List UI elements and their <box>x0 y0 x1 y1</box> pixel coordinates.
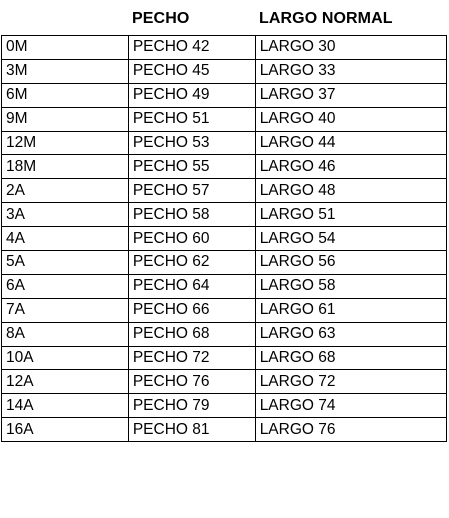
largo-cell: LARGO 76 <box>255 418 446 442</box>
pecho-cell: PECHO 66 <box>128 298 255 322</box>
largo-cell: LARGO 68 <box>255 346 446 370</box>
table-row <box>2 274 447 298</box>
size-cell: 9M <box>2 107 129 131</box>
largo-cell: LARGO 46 <box>255 155 446 179</box>
pecho-cell: PECHO 55 <box>128 155 255 179</box>
table-row <box>2 394 447 418</box>
table-row <box>2 251 447 275</box>
largo-cell: LARGO 58 <box>255 274 446 298</box>
size-cell: 10A <box>2 346 129 370</box>
header-largo-normal: LARGO NORMAL <box>259 10 393 27</box>
pecho-cell: PECHO 72 <box>128 346 255 370</box>
size-chart-table <box>1 35 447 442</box>
header-pecho: PECHO <box>132 10 190 27</box>
largo-cell: LARGO 63 <box>255 322 446 346</box>
pecho-cell: PECHO 60 <box>128 227 255 251</box>
size-cell: 16A <box>2 418 129 442</box>
largo-cell: LARGO 44 <box>255 131 446 155</box>
size-cell: 6M <box>2 83 129 107</box>
table-header <box>1 6 447 34</box>
largo-cell: LARGO 51 <box>255 203 446 227</box>
pecho-cell: PECHO 45 <box>128 59 255 83</box>
largo-cell: LARGO 48 <box>255 179 446 203</box>
largo-cell: LARGO 72 <box>255 370 446 394</box>
table-row <box>2 298 447 322</box>
size-cell: 7A <box>2 298 129 322</box>
table-row <box>2 107 447 131</box>
size-cell: 8A <box>2 322 129 346</box>
pecho-cell: PECHO 57 <box>128 179 255 203</box>
pecho-cell: PECHO 51 <box>128 107 255 131</box>
table-row <box>2 36 447 60</box>
table-row <box>2 370 447 394</box>
size-cell: 18M <box>2 155 129 179</box>
table-row <box>2 155 447 179</box>
largo-cell: LARGO 33 <box>255 59 446 83</box>
largo-cell: LARGO 56 <box>255 251 446 275</box>
size-cell: 14A <box>2 394 129 418</box>
size-cell: 0M <box>2 36 129 60</box>
table-row <box>2 227 447 251</box>
table-row <box>2 346 447 370</box>
size-cell: 6A <box>2 274 129 298</box>
table-row <box>2 322 447 346</box>
pecho-cell: PECHO 62 <box>128 251 255 275</box>
table-row <box>2 131 447 155</box>
largo-cell: LARGO 74 <box>255 394 446 418</box>
size-cell: 5A <box>2 251 129 275</box>
largo-cell: LARGO 54 <box>255 227 446 251</box>
size-cell: 3A <box>2 203 129 227</box>
largo-cell: LARGO 37 <box>255 83 446 107</box>
pecho-cell: PECHO 53 <box>128 131 255 155</box>
pecho-cell: PECHO 76 <box>128 370 255 394</box>
size-cell: 12A <box>2 370 129 394</box>
pecho-cell: PECHO 42 <box>128 36 255 60</box>
size-cell: 3M <box>2 59 129 83</box>
largo-cell: LARGO 61 <box>255 298 446 322</box>
table-row <box>2 418 447 442</box>
pecho-cell: PECHO 49 <box>128 83 255 107</box>
pecho-cell: PECHO 81 <box>128 418 255 442</box>
pecho-cell: PECHO 64 <box>128 274 255 298</box>
size-cell: 2A <box>2 179 129 203</box>
table-body <box>2 36 447 442</box>
largo-cell: LARGO 40 <box>255 107 446 131</box>
pecho-cell: PECHO 68 <box>128 322 255 346</box>
pecho-cell: PECHO 79 <box>128 394 255 418</box>
table-row <box>2 203 447 227</box>
size-cell: 4A <box>2 227 129 251</box>
size-cell: 12M <box>2 131 129 155</box>
largo-cell: LARGO 30 <box>255 36 446 60</box>
table-row <box>2 179 447 203</box>
pecho-cell: PECHO 58 <box>128 203 255 227</box>
table-row <box>2 59 447 83</box>
table-row <box>2 83 447 107</box>
